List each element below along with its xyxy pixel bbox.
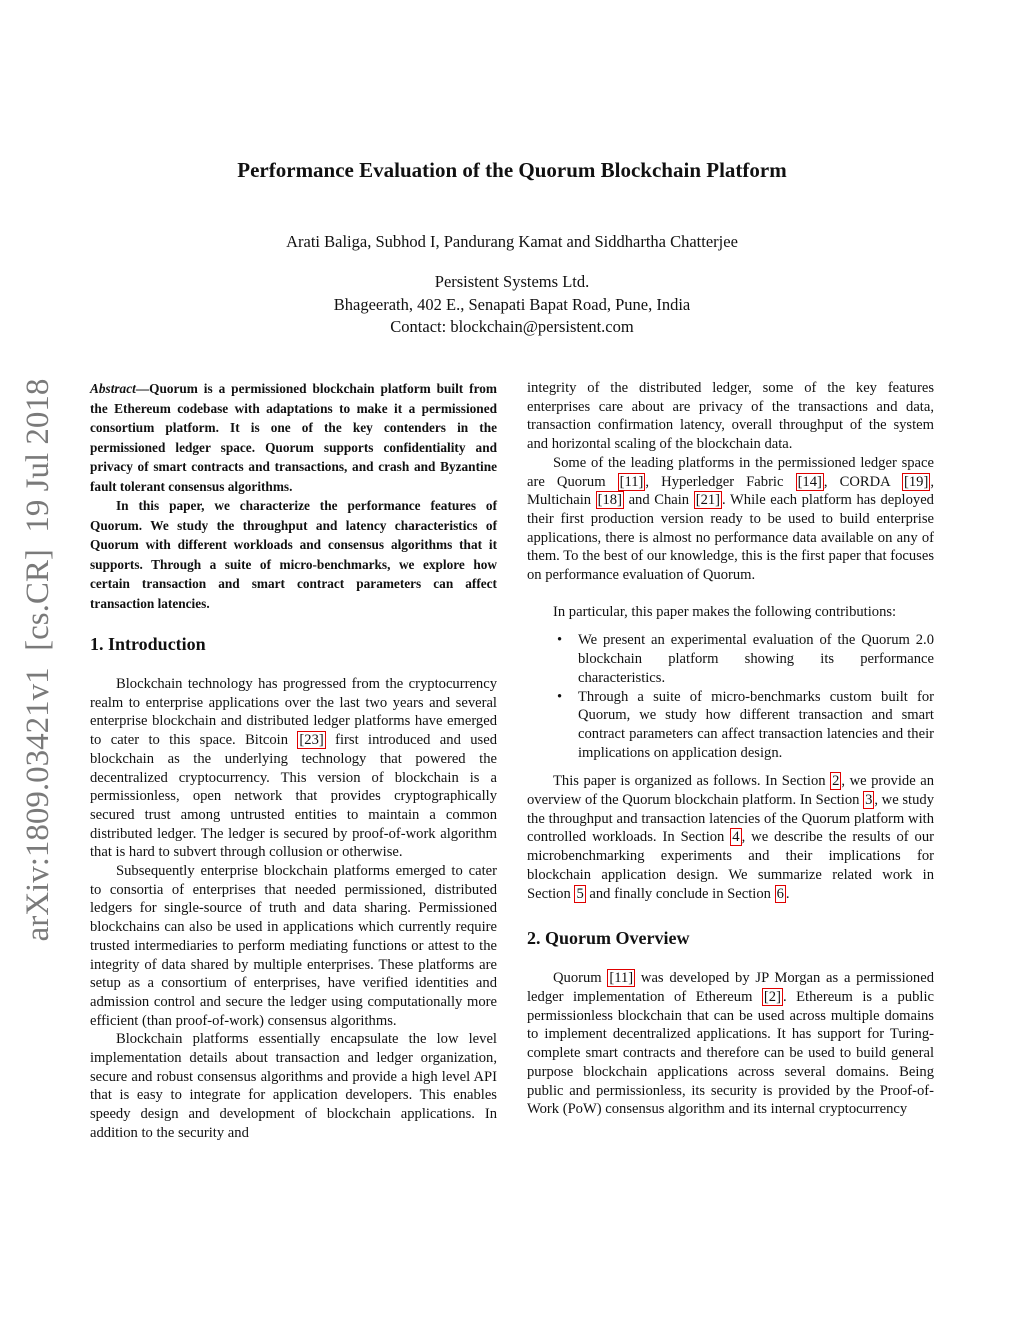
overview-paragraph-1 [527, 969, 934, 1119]
contributions-list [527, 631, 934, 762]
citation-link-18[interactable]: [18] [597, 492, 622, 509]
citation-link-21[interactable]: [21] [695, 492, 721, 509]
intro-p4-text-d: , Multichain [527, 473, 934, 509]
intro-p6-text-d: , we describe the results of our microbenchmarking experiments and their implications for blockchain application design. We summarize related work in Section [527, 829, 935, 902]
overview-p1-text-a: Quorum [553, 970, 608, 987]
right-column [527, 379, 934, 1119]
arxiv-id-text: arXiv:1809.03421v1 [cs.CR] 19 Jul 2018 [20, 378, 56, 942]
abstract-text-1: —Quorum is a permissioned blockchain platform built from the Ethereum codebase with adaptations to make it a permissioned consortium platform. It is one of the key contenders in the permissioned ledger space. Quorum supports confidentiality and privacy of smart contracts and transactions, and crash and Byzantine fault tolerant consensus algorithms. [90, 381, 497, 494]
contribution-item [527, 688, 934, 763]
intro-p6-text-c: , we study the throughput and transaction latencies of the Quorum platform with controlled workloads. In Section [527, 792, 934, 846]
intro-p4-text-e: and Chain [623, 492, 694, 509]
section-heading-introduction: 1. Introduction [90, 634, 206, 654]
bullet-glyph: • [557, 688, 563, 705]
author-list: Arati Baliga, Subhod I, Pandurang Kamat and Siddhartha Chatterjee [286, 232, 738, 251]
citation-link-23[interactable]: [23] [299, 732, 324, 749]
intro-p4-text-c: , CORDA [823, 473, 902, 490]
citation-link-11[interactable]: [11] [609, 970, 634, 987]
intro-p6-text-e: and finally conclude in Section [585, 885, 775, 902]
paragraph-gap [527, 585, 934, 603]
contribution-item [527, 631, 934, 687]
section-link-2[interactable]: 2 [832, 773, 840, 790]
contribution-text: We present an experimental evaluation of the Quorum 2.0 blockchain platform showing its performance characteristics. [578, 632, 934, 686]
affiliation [0, 271, 1024, 339]
intro-paragraph-6 [527, 772, 934, 903]
paper-title: Performance Evaluation of the Quorum Blockchain Platform [237, 158, 787, 182]
bullet-glyph: • [557, 632, 563, 649]
section-link-6[interactable]: 6 [776, 885, 784, 902]
intro-paragraph-5: In particular, this paper makes the following contributions: [553, 603, 897, 620]
intro-paragraph-3: Blockchain platforms essentially encapsulate the low level implementation details about transaction and ledger organization, secure and robust consensus algorithms and provide a high level API that is easy to integrate for application developers. This enables speedy design and development of blockchain applications. In addition to the security and [90, 1031, 497, 1141]
affiliation-contact: Contact: blockchain@persistent.com [390, 317, 634, 336]
intro-p1-text-b: first introduced and used blockchain as the underlying technology that powered the decentralized cryptocurrency. This version of blockchain is a permissionless, open network that provides cryptographically secured trust among untrusted entities to maintain a common distributed ledger. The ledger is secured by proof-of-work algorithm that is hard to subvert through collusion or otherwise. [90, 732, 497, 861]
intro-p6-text-a: This paper is organized as follows. In Section [553, 773, 831, 790]
intro-paragraph-2: Subsequently enterprise blockchain platforms emerged to cater to consortia of enterprises that needed permissioned, distributed ledgers for single-source of truth and data sharing. Permissioned blockchains can also be used in applications which currently require trusted intermediaries to perform mediating functions or attest to the integrity of data shared by multiple enterprises. These platforms are setup as a consortium of enterprises, have verified identities and admission control and secure the ledger using computationally more efficient (than proof-of-work) consensus algorithms. [90, 863, 497, 1029]
intro-paragraph-4 [527, 454, 934, 585]
intro-p4-text-a: Some of the leading platforms in the permissioned ledger space are Quorum [527, 454, 934, 490]
overview-p1-text-c: . Ethereum is a public permissionless blockchain that can be used across multiple domains to implement decentralized applications. It has support for Turing-complete smart contracts and therefore can be used to build general purpose blockchain applications across several domains. Being public and permissionless, its security is provided by the Proof-of-Work (PoW) consensus algorithm and its internal cryptocurrency [527, 988, 934, 1118]
affiliation-org: Persistent Systems Ltd. [434, 272, 590, 291]
overview-p1-text-b: was developed by JP Morgan as a permissioned ledger implementation of Ethereum [527, 970, 934, 1005]
intro-p4-text-b: , Hyperledger Fabric [645, 473, 796, 490]
intro-paragraph-1 [90, 675, 497, 862]
section-link-4[interactable]: 4 [732, 829, 740, 846]
citation-link-19[interactable]: [19] [904, 473, 929, 490]
abstract-paragraph-2: In this paper, we characterize the performance features of Quorum. We study the throughput and latency characteristics of Quorum with different workloads and consensus algorithms that it supports. Through a suite of micro-benchmarks, we explore how certain transaction and smart contract parameters can affect transaction latencies. [90, 498, 497, 611]
intro-p6-text-f: . [785, 885, 790, 902]
abstract-label: Abstract [90, 381, 136, 396]
left-column [90, 379, 497, 1143]
abstract [90, 379, 497, 613]
intro-p6-text-b: , we provide an overview of the Quorum blockchain platform. In Section [527, 773, 934, 809]
citation-link-11[interactable]: [11] [619, 473, 644, 490]
intro-paragraph-3-continued: integrity of the distributed ledger, some of the key features enterprises care about are privacy of the transactions and data, transaction confirmation latency, overall throughput of the system and horizontal scaling of the blockchain data. [527, 380, 934, 453]
abstract-paragraph-1 [90, 379, 497, 496]
intro-p1-text-a: Blockchain technology has progressed from the cryptocurrency realm to enterprise applications over the last two years and several enterprise blockchain and distributed ledger platforms have emerged to cater to this space. Bitcoin [90, 676, 497, 749]
section-link-5[interactable]: 5 [576, 885, 584, 902]
affiliation-address: Bhageerath, 402 E., Senapati Bapat Road, Pune, India [333, 294, 691, 314]
section-heading-quorum-overview: 2. Quorum Overview [527, 928, 690, 949]
arxiv-stamp [8, 370, 64, 950]
citation-link-2[interactable]: [2] [763, 988, 781, 1005]
intro-p4-text-f: . While each platform has deployed their first production version ready to be used to build enterprise applications, there is almost no performance data available on any of them. To the best of our knowledge, this is the first paper that focuses on performance evaluation of Quorum. [527, 492, 934, 584]
arxiv-stamp-svg [8, 370, 64, 950]
contribution-text: Through a suite of micro-benchmarks custom built for Quorum, we study how different transaction and smart contract parameters can affect transaction latencies and their implications on application design. [578, 688, 934, 761]
citation-link-14[interactable]: [14] [797, 473, 822, 490]
section-link-3[interactable]: 3 [865, 792, 873, 809]
